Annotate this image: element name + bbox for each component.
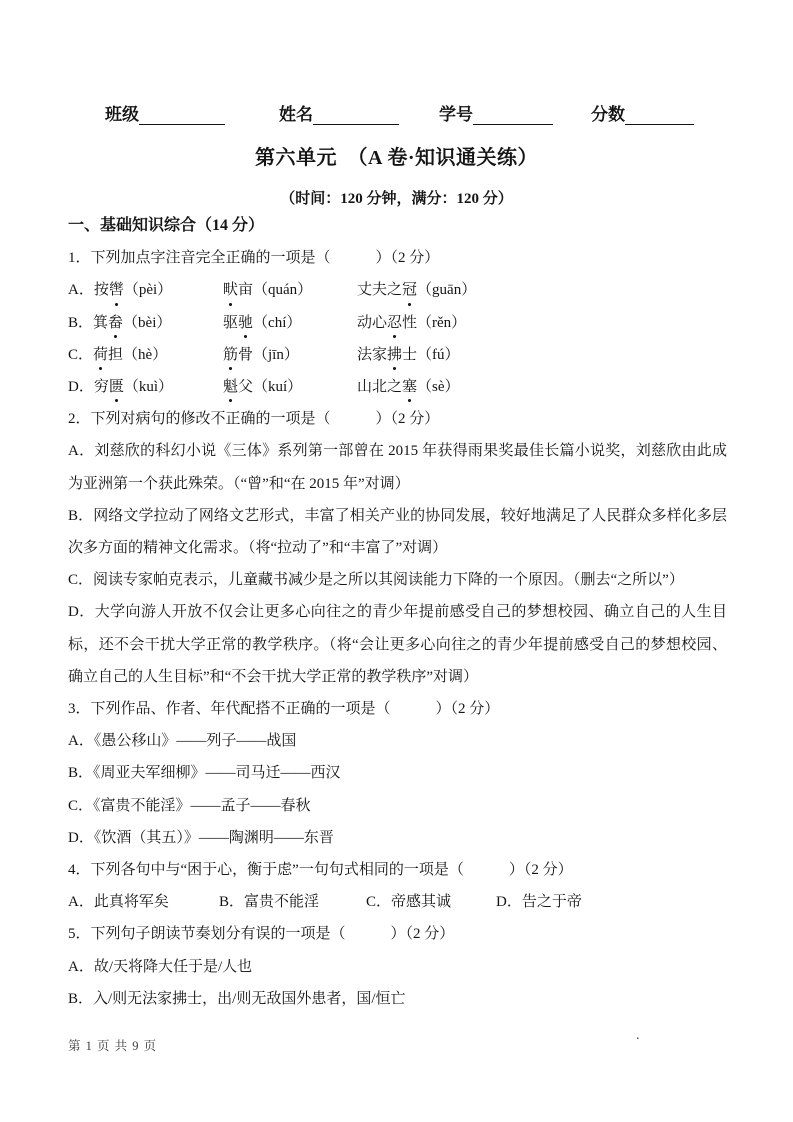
q5-option-b	[68, 983, 727, 1015]
option-cell	[68, 307, 223, 339]
text-segment: C．阅读专家帕克表示，儿童藏书减少是之所以其阅读能力下降的一个原因。（删去“之所以”）	[68, 572, 684, 589]
option-cell	[357, 371, 460, 403]
q5-option-a	[68, 951, 727, 983]
q3-option-c	[68, 790, 727, 822]
section-1-heading	[68, 210, 727, 242]
text-segment: （sè）	[417, 379, 460, 396]
header-fields	[105, 100, 705, 125]
text-segment: 骨（jīn）	[238, 346, 299, 363]
q2-option-b	[68, 500, 727, 564]
text-segment: 担（hè）	[108, 346, 168, 363]
text-segment: C．帝感其诚	[366, 894, 452, 911]
text-segment: （chí）	[253, 314, 302, 331]
text-segment: D．《饮酒（其五）》——陶渊明——东晋	[68, 829, 334, 846]
option-cell	[223, 274, 357, 306]
q1-option-c	[68, 339, 727, 371]
q3-option-d	[68, 822, 727, 854]
dotted-char: 畚	[108, 307, 123, 339]
body-lines	[68, 210, 727, 1015]
q1-option-d	[68, 371, 727, 403]
option-cell	[219, 886, 366, 918]
dotted-char: 塞	[402, 371, 417, 403]
field-class-label: 班级	[105, 105, 139, 124]
option-cell	[357, 307, 466, 339]
q4-stem	[68, 854, 727, 886]
text-segment: 4．下列各句中与“困于心，衡于虑”一句句式相同的一项是（ ）（2 分）	[68, 862, 573, 879]
text-segment: B．富贵不能淫	[219, 894, 320, 911]
field-student-id-blank	[473, 105, 553, 125]
option-cell	[357, 274, 476, 306]
field-name-label: 姓名	[279, 105, 313, 124]
q2-option-c	[68, 564, 727, 596]
q2-option-d	[68, 596, 727, 693]
q3-option-b	[68, 757, 727, 789]
option-cell	[68, 339, 223, 371]
field-student-id	[439, 100, 553, 125]
page-subtitle: （时间：120 分钟，满分：120 分）	[280, 191, 513, 207]
text-segment: （kuì）	[123, 379, 174, 396]
text-segment: B．《周亚夫军细柳》——司马迁——西汉	[68, 765, 341, 782]
text-segment: A．故/天将降大任于是/人也	[68, 958, 253, 975]
option-cell	[223, 307, 357, 339]
q1-option-a	[68, 274, 727, 306]
text-segment: A．此真将军矣	[68, 894, 169, 911]
option-cell	[366, 886, 496, 918]
text-segment: 父（kuí）	[238, 379, 303, 396]
option-cell	[68, 274, 223, 306]
q1-stem	[68, 242, 727, 274]
text-segment: （guān）	[417, 282, 477, 299]
text-segment: 丈夫之	[357, 282, 403, 299]
text-segment: 2．下列对病句的修改不正确的一项是（ ）（2 分）	[68, 411, 440, 428]
text-segment: A．刘慈欣的科幻小说《三体》系列第一部曾在 2015 年获得雨果奖最佳长篇小说奖，刘慈欣由此成为亚洲第一个获此殊荣。（“曾”和“在 2015 年”对调）	[68, 443, 727, 492]
text-segment: 驱	[223, 314, 239, 331]
option-cell	[68, 886, 219, 918]
field-name-blank	[313, 105, 399, 125]
text-segment: C．《富贵不能淫》——孟子——春秋	[68, 797, 311, 814]
text-segment: C．	[68, 346, 94, 363]
q3-option-a	[68, 725, 727, 757]
text-segment: D．穷	[68, 379, 109, 396]
q1-option-b	[68, 307, 727, 339]
q2-option-a	[68, 435, 727, 499]
option-cell	[496, 886, 582, 918]
field-score-blank	[625, 105, 694, 125]
dotted-char: 拂	[387, 339, 402, 371]
dotted-char: 忍	[387, 307, 402, 339]
text-segment: 5．下列句子朗读节奏划分有误的一项是（ ）（2 分）	[68, 926, 455, 943]
q2-stem	[68, 403, 727, 435]
q4-options	[68, 886, 727, 918]
text-segment: B．入/则无法家拂士，出/则无敌国外患者，国/恒亡	[68, 990, 406, 1007]
q3-stem	[68, 693, 727, 725]
text-segment: 法家	[357, 346, 388, 363]
field-class-blank	[139, 105, 225, 125]
text-segment: 士（fú）	[402, 346, 460, 363]
field-student-id-label: 学号	[439, 105, 473, 124]
text-segment: 一、基础知识综合（14 分）	[68, 217, 265, 234]
option-cell	[223, 371, 357, 403]
dotted-char: 畎	[223, 274, 238, 306]
text-segment: A．按	[68, 282, 109, 299]
option-cell	[357, 339, 460, 371]
dotted-char: 魁	[223, 371, 238, 403]
field-class	[105, 100, 225, 125]
text-segment: 动心	[357, 314, 388, 331]
option-cell	[223, 339, 357, 371]
dotted-char: 筋	[223, 339, 238, 371]
text-segment: 性（rěn）	[402, 314, 467, 331]
dotted-char: 辔	[109, 274, 124, 306]
option-cell	[68, 371, 223, 403]
text-segment: 1．下列加点字注音完全正确的一项是（ ）（2 分）	[68, 250, 440, 267]
text-segment: 山北之	[357, 379, 403, 396]
text-segment: B．网络文学拉动了网络文艺形式，丰富了相关产业的协同发展，较好地满足了人民群众多样化多层次多方面的精神文化需求。（将“拉动了”和“丰富了”对调）	[68, 507, 727, 557]
dotted-char: 匮	[109, 371, 124, 403]
dotted-char: 驰	[238, 307, 253, 339]
field-name	[279, 100, 399, 125]
page-title: 第六单元 （A 卷·知识通关练）	[254, 147, 538, 169]
text-segment: D．大学向游人开放不仅会让更多心向往之的青少年提前感受自己的梦想校园、确立自己的人生目标，还不会干扰大学正常的教学秩序。（将“会让更多心向往之的青少年提前感受自己的梦想校园、确立自己的人生目标”和“不会干扰大学正常的教学秩序”对调）	[68, 604, 727, 685]
text-segment: （bèi）	[123, 314, 172, 331]
stray-mark: .	[636, 1028, 640, 1043]
text-segment: A．《愚公移山》——列子——战国	[68, 733, 297, 750]
text-segment: D．告之于帝	[496, 894, 582, 911]
field-score	[591, 100, 694, 125]
text-segment: （pèi）	[123, 282, 173, 299]
field-score-label: 分数	[591, 105, 625, 124]
page-footer: 第 1 页 共 9 页	[68, 1039, 158, 1053]
dotted-char: 荷	[93, 339, 108, 371]
q5-stem	[68, 918, 727, 950]
text-segment: B．箕	[68, 314, 109, 331]
dotted-char: 冠	[402, 274, 417, 306]
text-segment: 亩（quán）	[238, 282, 313, 299]
text-segment: 3．下列作品、作者、年代配搭不正确的一项是（ ）（2 分）	[68, 701, 500, 718]
